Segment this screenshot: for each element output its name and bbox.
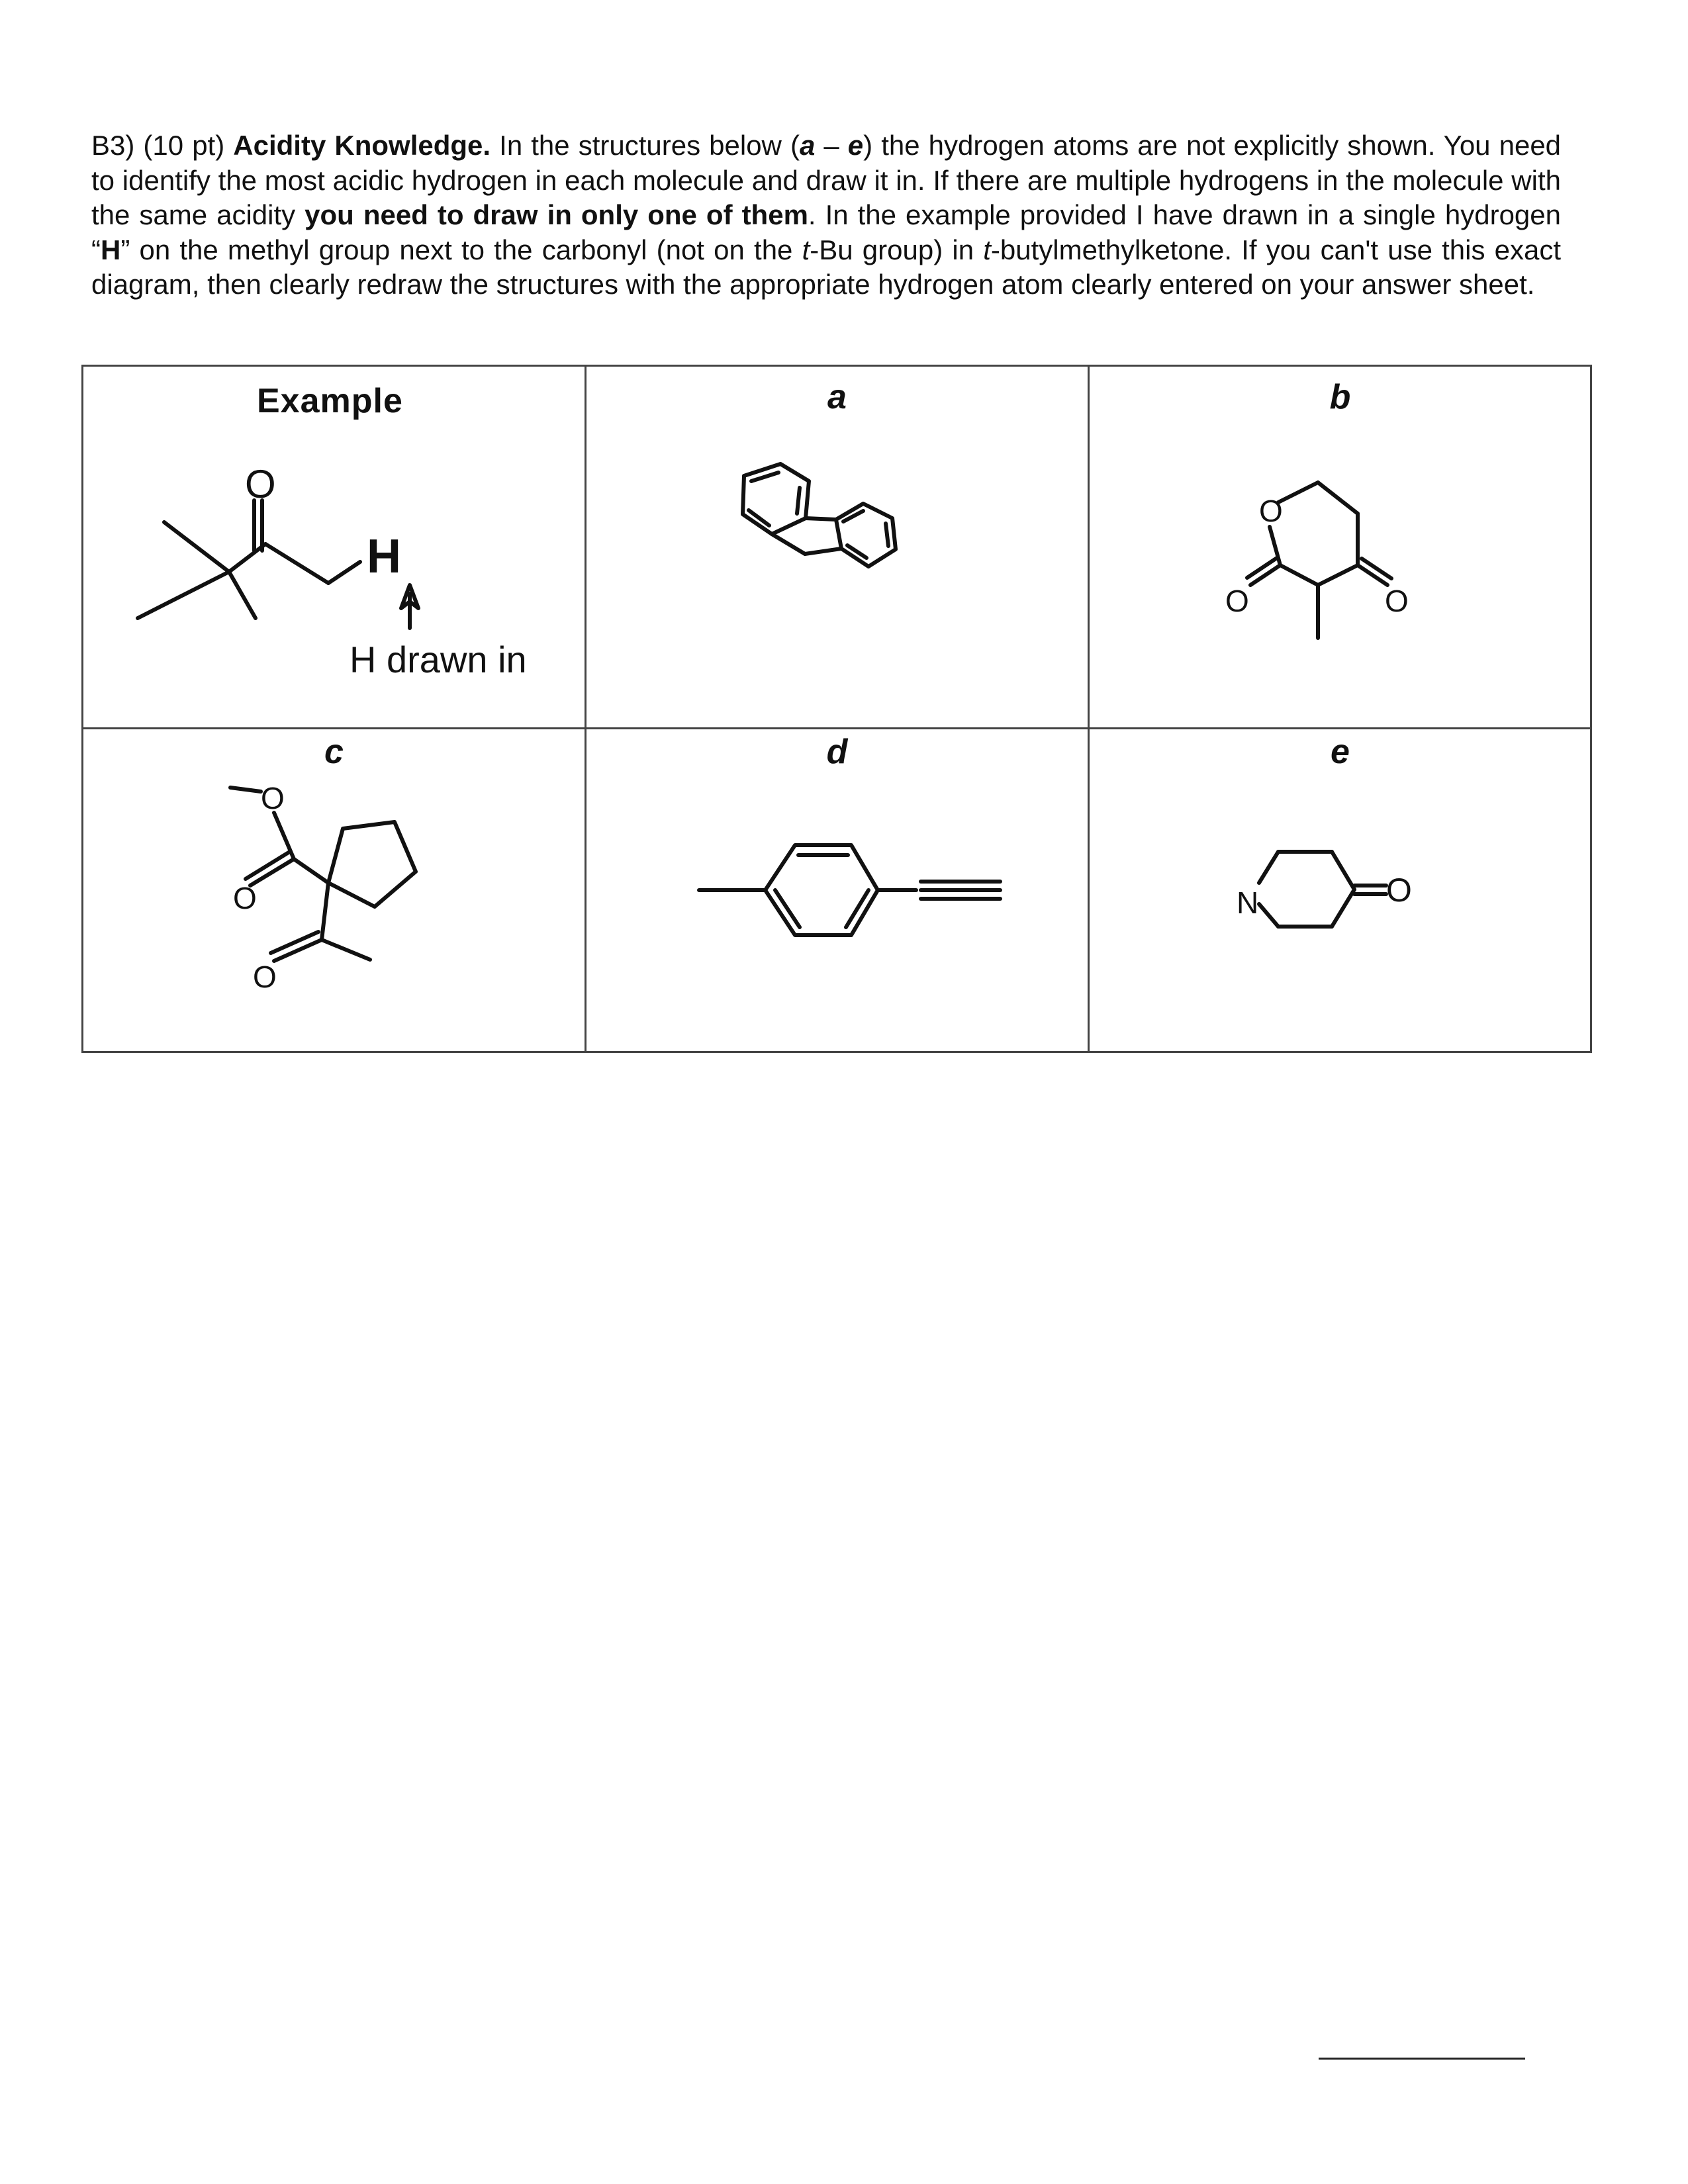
- structure-c-cyclopentane: [83, 729, 585, 1055]
- cell-c: [83, 729, 585, 1055]
- ketone-o-label: O: [1385, 584, 1409, 618]
- ester-carbonyl-o-label: O: [233, 881, 257, 915]
- label-c: c: [324, 733, 344, 771]
- h-drawn-in-caption: H drawn in: [350, 639, 527, 680]
- lactone-carbonyl-o-label: O: [1225, 584, 1249, 618]
- structures-table: [81, 365, 1592, 1053]
- ester-o-label: O: [261, 781, 285, 815]
- label-a: a: [827, 378, 847, 416]
- ketone-o-label-e: O: [1386, 872, 1412, 909]
- structure-d-ethynyltoluene: [586, 729, 1088, 1055]
- label-d: d: [826, 733, 848, 771]
- drawn-h-label: H: [367, 530, 401, 583]
- example-cell: [83, 367, 585, 727]
- cell-d: [586, 729, 1088, 1055]
- label-e: e: [1331, 733, 1350, 771]
- ring-n-label: N: [1237, 886, 1259, 920]
- structure-b-lactone: [1090, 367, 1591, 727]
- cell-a: [586, 367, 1088, 727]
- label-b: b: [1329, 378, 1351, 416]
- cell-b: [1090, 367, 1591, 727]
- ring-o-label: O: [1259, 494, 1283, 528]
- example-structure: [83, 367, 585, 727]
- structure-e-piperidinone: [1090, 729, 1591, 1055]
- structure-a-fluorene: [586, 367, 1088, 727]
- ketone-o-label-c: O: [253, 960, 277, 994]
- carbonyl-o-label: O: [245, 462, 276, 506]
- answer-line: [1319, 2058, 1525, 2060]
- example-title: Example: [257, 382, 403, 420]
- cell-e: [1090, 729, 1591, 1055]
- question-text: B3) (10 pt) Acidity Knowledge. In the structures below (a – e) the hydrogen atoms are not explicitly shown. You need to identify the most acidic hydrogen in each molecule and draw it in. If there are multiple hydrogens in the molecule with the same acidity you need to draw in only one of them. In the example provided I have drawn in a single hydrogen “H” on the methyl group next to the carbonyl (not on the t-Bu group) in t-butylmethylketone. If you can't use this exact diagram, then clearly redraw the structures with the appropriate hydrogen atom clearly entered on your answer sheet.: [91, 130, 1562, 300]
